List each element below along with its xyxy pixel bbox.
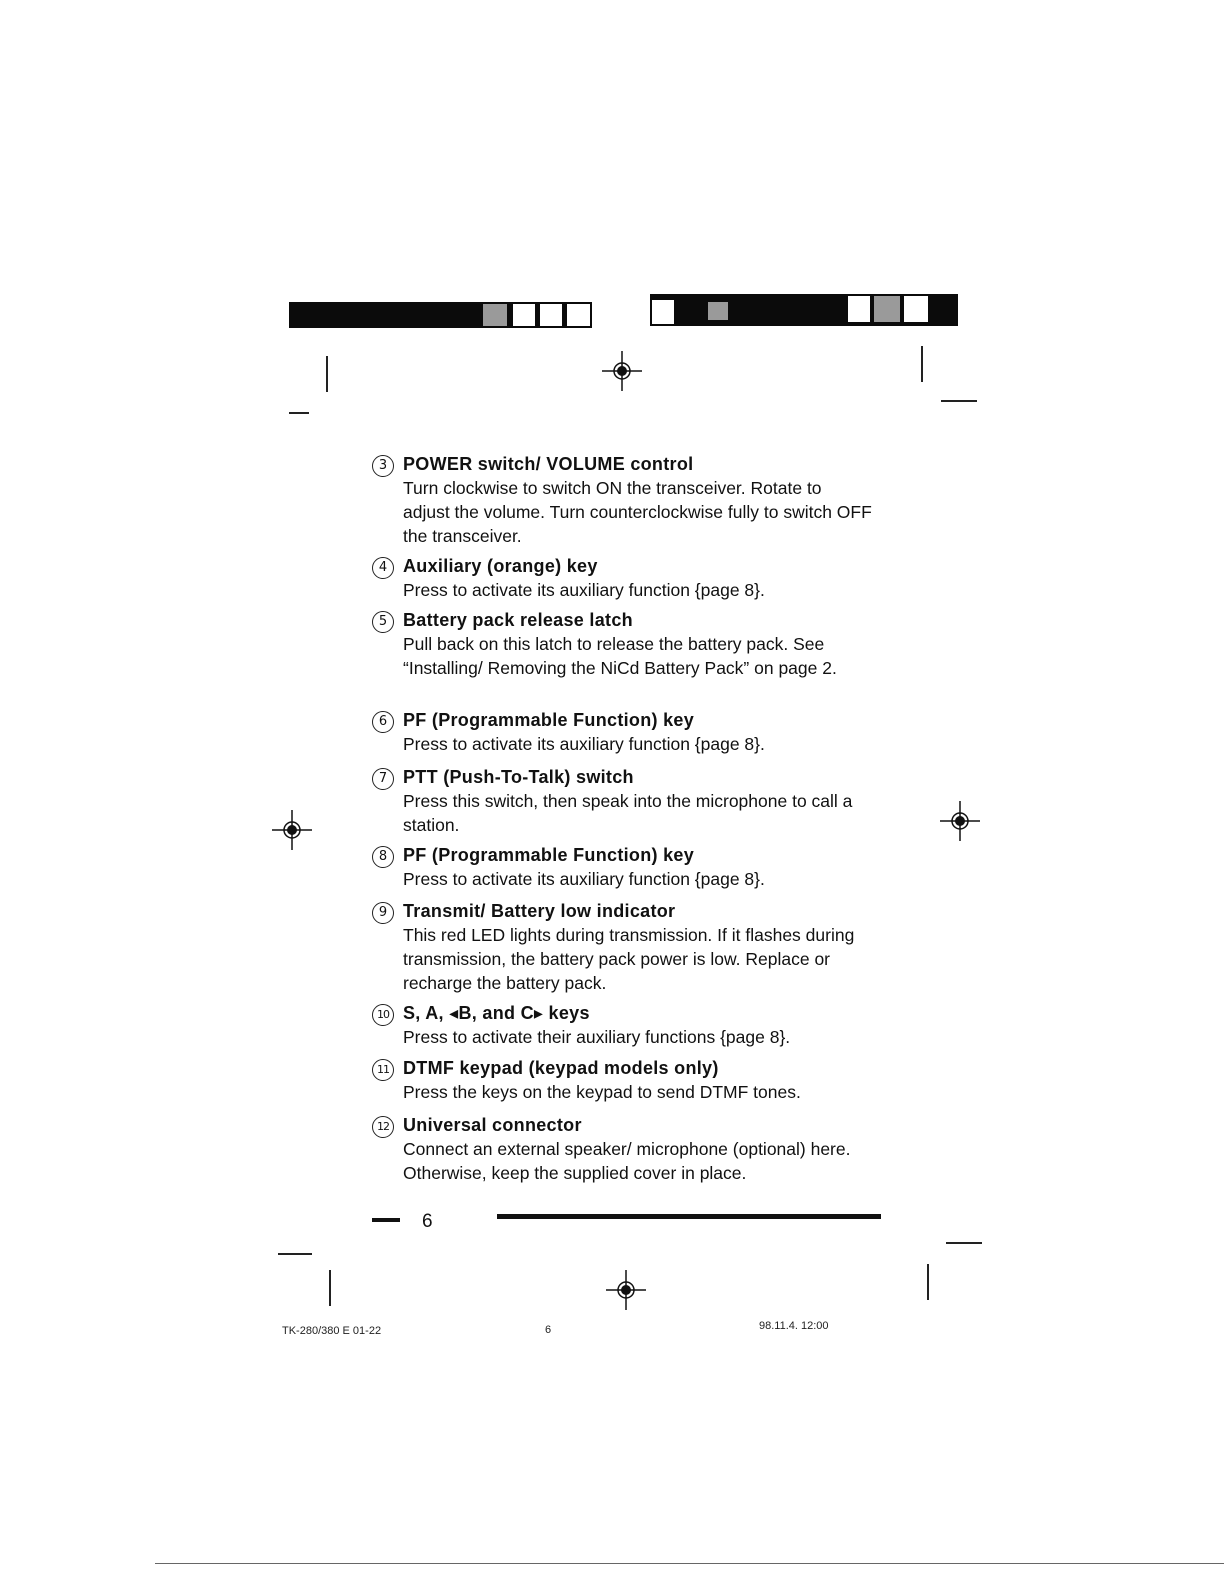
doc-code: TK-280/380 E 01-22 bbox=[282, 1325, 382, 1337]
list-item bbox=[372, 844, 892, 891]
item-title: S, A, ◂B, and C▸ keys bbox=[403, 1003, 590, 1023]
item-description: This red LED lights during transmission. If it flashes during transmission, the battery pack power is low. Replace or recharge the battery pack. bbox=[403, 925, 855, 993]
list-item bbox=[372, 1057, 892, 1104]
item-title: Transmit/ Battery low indicator bbox=[403, 901, 676, 921]
header-box-gray bbox=[481, 302, 509, 328]
header-box bbox=[846, 294, 872, 324]
item-title: PF (Programmable Function) key bbox=[403, 845, 695, 865]
item-title: Battery pack release latch bbox=[403, 610, 633, 630]
list-item bbox=[372, 900, 892, 995]
item-number: 3 bbox=[372, 455, 394, 477]
item-description: Press to activate its auxiliary function {page 8}. bbox=[403, 869, 765, 889]
item-description: Press to activate their auxiliary functions {page 8}. bbox=[403, 1027, 791, 1047]
header-box bbox=[902, 294, 930, 324]
header-bar-right bbox=[650, 294, 958, 326]
item-number: 11 bbox=[372, 1059, 394, 1081]
item-number: 9 bbox=[372, 902, 394, 924]
registration-mark-icon bbox=[272, 810, 312, 850]
header-box bbox=[565, 302, 592, 328]
header-box bbox=[650, 298, 676, 326]
page-number: 6 bbox=[422, 1211, 433, 1232]
item-number: 5 bbox=[372, 611, 394, 633]
item-description: Turn clockwise to switch ON the transceiver. Rotate to adjust the volume. Turn counterclockwise fully to switch OFF the transceiver. bbox=[403, 478, 872, 546]
header-box bbox=[511, 302, 537, 328]
header-box-gray bbox=[872, 294, 902, 324]
item-description: Press this switch, then speak into the microphone to call a station. bbox=[403, 791, 853, 835]
crop-mark bbox=[921, 346, 923, 382]
registration-mark-icon bbox=[940, 801, 980, 841]
crop-mark bbox=[941, 400, 977, 402]
crop-mark bbox=[927, 1264, 929, 1300]
item-number: 7 bbox=[372, 768, 394, 790]
item-title: PTT (Push-To-Talk) switch bbox=[403, 767, 634, 787]
crop-mark bbox=[946, 1242, 982, 1244]
item-title: POWER switch/ VOLUME control bbox=[403, 454, 694, 474]
header-box-gray bbox=[706, 300, 730, 322]
footer-rule bbox=[497, 1214, 881, 1219]
header-bar-left bbox=[289, 302, 592, 328]
item-title: Auxiliary (orange) key bbox=[403, 556, 598, 576]
crop-mark bbox=[289, 412, 309, 414]
list-item bbox=[372, 609, 892, 680]
list-item bbox=[372, 1002, 892, 1049]
item-description: Press to activate its auxiliary function {page 8}. bbox=[403, 580, 765, 600]
page-edge-line bbox=[155, 1563, 1224, 1564]
item-title: DTMF keypad (keypad models only) bbox=[403, 1058, 719, 1078]
item-number: 12 bbox=[372, 1116, 394, 1138]
item-description: Press the keys on the keypad to send DTMF tones. bbox=[403, 1082, 801, 1102]
list-item bbox=[372, 555, 892, 602]
item-number: 8 bbox=[372, 846, 394, 868]
item-description: Pull back on this latch to release the battery pack. See “Installing/ Removing the NiCd Battery Pack” on page 2. bbox=[403, 634, 837, 678]
print-timestamp: 98.11.4. 12:00 bbox=[759, 1320, 829, 1332]
crop-mark bbox=[326, 356, 328, 392]
item-number: 4 bbox=[372, 557, 394, 579]
sheet-number: 6 bbox=[545, 1324, 552, 1336]
item-title: PF (Programmable Function) key bbox=[403, 710, 695, 730]
crop-mark bbox=[329, 1270, 331, 1306]
list-item bbox=[372, 453, 892, 548]
item-number: 10 bbox=[372, 1004, 394, 1026]
item-number: 6 bbox=[372, 711, 394, 733]
item-title: Universal connector bbox=[403, 1115, 582, 1135]
list-item bbox=[372, 766, 892, 837]
list-item bbox=[372, 1114, 892, 1185]
registration-mark-icon bbox=[606, 1270, 646, 1310]
registration-mark-icon bbox=[602, 351, 642, 391]
footer-rule-mark bbox=[372, 1218, 400, 1222]
list-item bbox=[372, 709, 892, 756]
item-description: Connect an external speaker/ microphone (optional) here. Otherwise, keep the supplied cover in place. bbox=[403, 1139, 851, 1183]
item-description: Press to activate its auxiliary function {page 8}. bbox=[403, 734, 765, 754]
header-box bbox=[538, 302, 564, 328]
crop-mark bbox=[278, 1253, 312, 1255]
